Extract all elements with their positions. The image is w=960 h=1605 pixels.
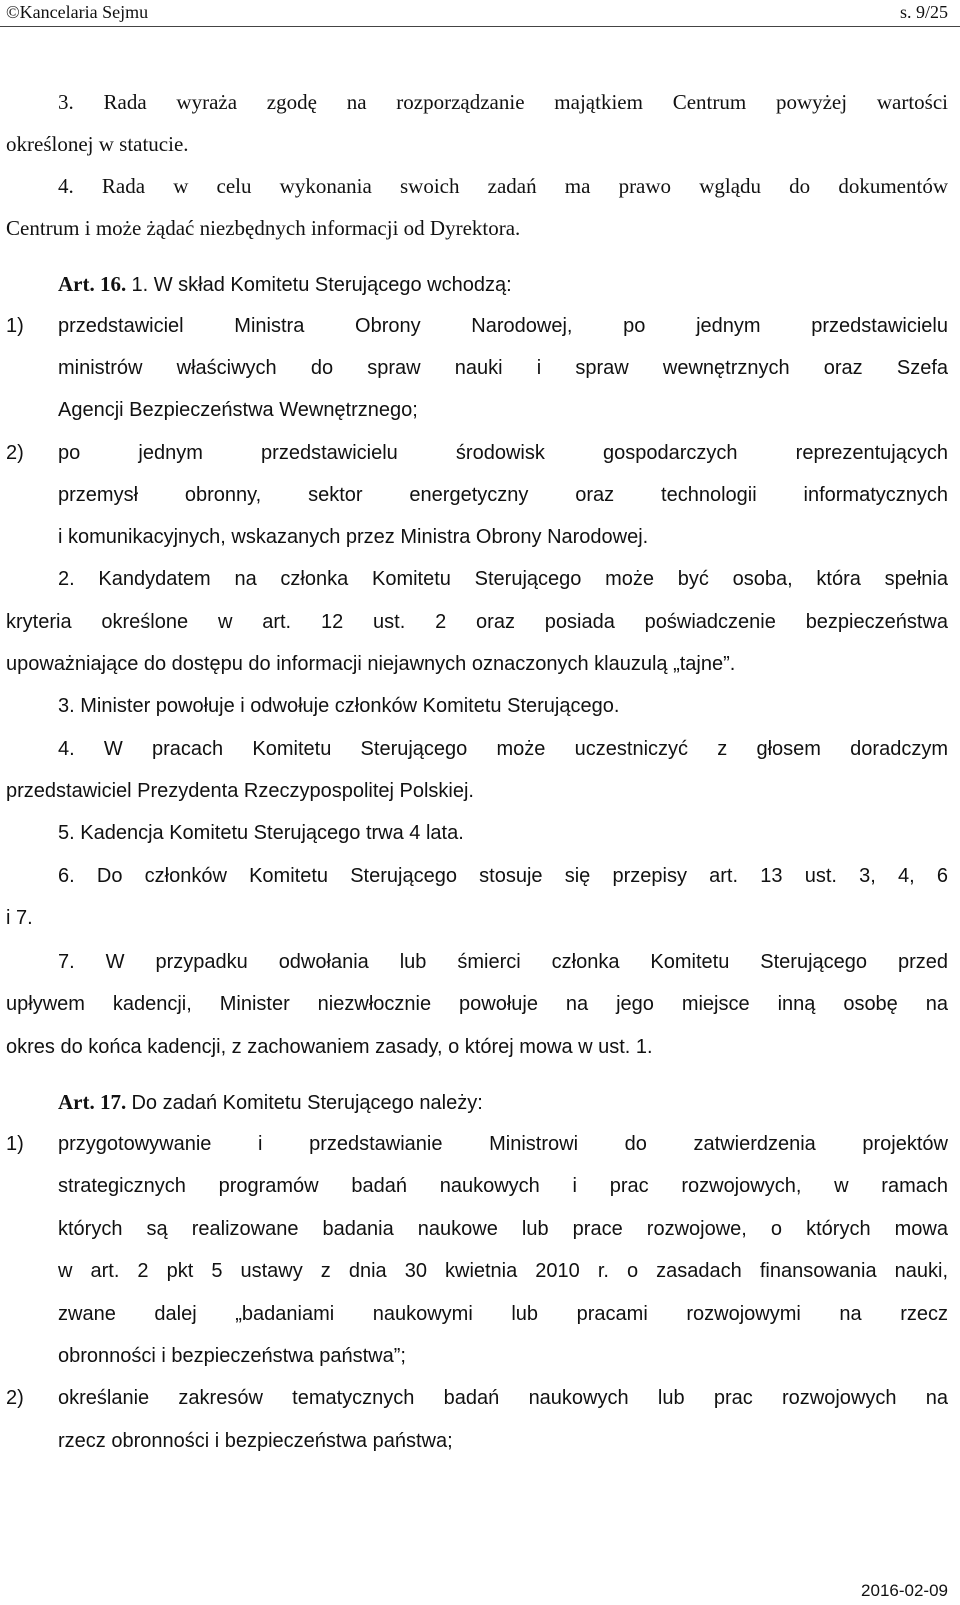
page-header: [0, 0, 960, 27]
article-intro: 1. W skład Komitetu Sterującego wchodzą:: [131, 274, 512, 296]
article-label: Art. 17.: [58, 1090, 127, 1114]
list-number: 2): [6, 442, 24, 464]
article-intro: Do zadań Komitetu Sterującego należy:: [131, 1092, 483, 1114]
article-label: Art. 16.: [58, 272, 127, 296]
list-number: 2): [6, 1387, 24, 1409]
page-number: s. 9/25: [899, 2, 948, 22]
list-number: 1): [6, 315, 24, 337]
list-number: 1): [6, 1133, 24, 1155]
footer-date: 2016-02-09: [861, 1581, 948, 1600]
copyright-label: ©Kancelaria Sejmu: [6, 2, 149, 22]
